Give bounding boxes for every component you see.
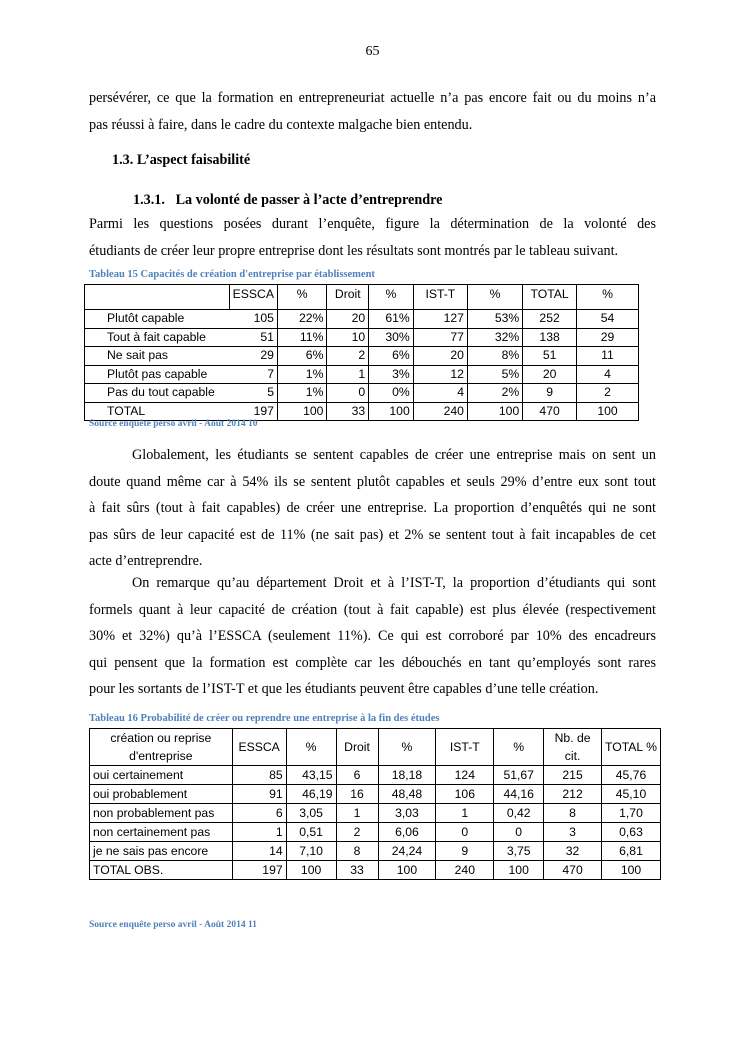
- cell: 0,51: [286, 823, 336, 842]
- header-cell: [85, 285, 230, 310]
- cell: 48,48: [378, 785, 436, 804]
- cell: 138: [523, 328, 577, 347]
- cell: 6: [232, 804, 286, 823]
- table-total-row: [85, 402, 639, 421]
- table-row: [90, 842, 661, 861]
- cell: 1: [436, 804, 494, 823]
- cell: 54: [576, 310, 638, 329]
- cell: 212: [544, 785, 602, 804]
- cell: 14: [232, 842, 286, 861]
- cell: 51,67: [494, 766, 544, 785]
- header-cell: TOTAL: [523, 285, 577, 310]
- cell: 45,76: [601, 766, 660, 785]
- cell: 240: [413, 402, 467, 421]
- paragraph-line: 30% et 32%) qu’à l’ESSCA (seulement 11%). Ce qui est corroboré par 10% des encadreurs: [89, 628, 656, 645]
- row-label: oui probablement: [90, 785, 233, 804]
- header-cell: TOTAL %: [601, 729, 660, 766]
- section-heading: 1.3. L’aspect faisabilité: [112, 152, 251, 168]
- cell: 32: [544, 842, 602, 861]
- cell: 9: [523, 384, 577, 403]
- cell: 30%: [369, 328, 414, 347]
- cell: 4: [576, 365, 638, 384]
- row-label: oui certainement: [90, 766, 233, 785]
- header-cell: %: [277, 285, 326, 310]
- table-row: [85, 347, 639, 366]
- page-number: 65: [365, 44, 380, 59]
- cell: 8%: [467, 347, 522, 366]
- intro-paragraph: [89, 85, 656, 138]
- paragraph-line: à fait sûrs (tout à fait capables) de créer une entreprise. La proportion d’enquêtés qui ne sont: [89, 500, 656, 517]
- table-row: [90, 823, 661, 842]
- cell: 0,63: [601, 823, 660, 842]
- header-cell: ESSCA: [229, 285, 277, 310]
- row-label: Ne sait pas: [85, 347, 230, 366]
- table-total-row: [90, 861, 661, 880]
- cell: 0%: [369, 384, 414, 403]
- table-16-caption: Tableau 16 Probabilité de créer ou reprendre une entreprise à la fin des études: [89, 713, 440, 724]
- row-label: TOTAL OBS.: [90, 861, 233, 880]
- cell: 10: [327, 328, 369, 347]
- cell: 106: [436, 785, 494, 804]
- table-row: [85, 328, 639, 347]
- paragraph-line: qui pensent que la formation est complète car les débouchés en tant qu’employés sont rares: [89, 654, 656, 671]
- cell: 11%: [277, 328, 326, 347]
- table-16: [89, 728, 661, 880]
- intro-line: persévérer, ce que la formation en entrepreneuriat actuelle n’a pas encore fait ou du moins n’a: [89, 90, 656, 106]
- cell: 3,05: [286, 804, 336, 823]
- cell: 1: [232, 823, 286, 842]
- cell: 6,81: [601, 842, 660, 861]
- cell: 22%: [277, 310, 326, 329]
- cell: 20: [413, 347, 467, 366]
- cell: 29: [229, 347, 277, 366]
- cell: 100: [369, 402, 414, 421]
- cell: 3: [544, 823, 602, 842]
- table-row: [85, 310, 639, 329]
- header-cell: %: [286, 729, 336, 766]
- cell: 100: [601, 861, 660, 880]
- cell: 5: [229, 384, 277, 403]
- cell: 0: [436, 823, 494, 842]
- cell: 45,10: [601, 785, 660, 804]
- cell: 33: [327, 402, 369, 421]
- cell: 7,10: [286, 842, 336, 861]
- cell: 100: [467, 402, 522, 421]
- cell: 100: [286, 861, 336, 880]
- paragraph-line: doute quand même car à 54% ils se sentent plutôt capables et seuls 29% d’entre eux sont tout: [89, 473, 656, 490]
- row-label: Plutôt capable: [85, 310, 230, 329]
- cell: 1: [336, 804, 378, 823]
- cell: 77: [413, 328, 467, 347]
- cell: 7: [229, 365, 277, 384]
- row-label: non certainement pas: [90, 823, 233, 842]
- cell: 127: [413, 310, 467, 329]
- paragraph-line: formels quant à leur capacité de création (tout à fait capable) est plus élevée (respectivement: [89, 601, 656, 618]
- cell: 6,06: [378, 823, 436, 842]
- table-header-row: [85, 285, 639, 310]
- cell: 16: [336, 785, 378, 804]
- cell: 1,70: [601, 804, 660, 823]
- cell: 44,16: [494, 785, 544, 804]
- cell: 470: [523, 402, 577, 421]
- paragraph-line: Globalement, les étudiants se sentent capables de créer une entreprise mais on sent un: [132, 447, 656, 463]
- row-label: Pas du tout capable: [85, 384, 230, 403]
- cell: 0: [327, 384, 369, 403]
- table-row: [85, 365, 639, 384]
- row-label: TOTAL: [85, 402, 230, 421]
- cell: 0,42: [494, 804, 544, 823]
- paragraph-line: pour les sortants de l’IST-T et que les étudiants peuvent être capables d’une telle création.: [89, 681, 599, 698]
- cell: 240: [436, 861, 494, 880]
- paragraph-line: On remarque qu’au département Droit et à l’IST-T, la proportion d’étudiants qui sont: [132, 575, 656, 591]
- row-label: non probablement pas: [90, 804, 233, 823]
- header-cell: ESSCA: [232, 729, 286, 766]
- cell: 3,75: [494, 842, 544, 861]
- header-cell: IST-T: [413, 285, 467, 310]
- row-label: Plutôt pas capable: [85, 365, 230, 384]
- cell: 197: [229, 402, 277, 421]
- paragraph-3: [89, 570, 656, 703]
- table-15-caption: Tableau 15 Capacités de création d'entreprise par établissement: [89, 269, 375, 280]
- table-16-source: Source enquête perso avril - Août 2014 11: [89, 920, 257, 930]
- header-cell: Nb. de cit.: [544, 729, 602, 766]
- cell: 100: [277, 402, 326, 421]
- header-cell: Droit: [327, 285, 369, 310]
- cell: 46,19: [286, 785, 336, 804]
- cell: 9: [436, 842, 494, 861]
- cell: 51: [229, 328, 277, 347]
- cell: 32%: [467, 328, 522, 347]
- row-label: je ne sais pas encore: [90, 842, 233, 861]
- cell: 24,24: [378, 842, 436, 861]
- cell: 100: [576, 402, 638, 421]
- cell: 215: [544, 766, 602, 785]
- cell: 252: [523, 310, 577, 329]
- cell: 18,18: [378, 766, 436, 785]
- subsection-heading: 1.3.1. La volonté de passer à l’acte d’entreprendre: [133, 192, 443, 208]
- cell: 3,03: [378, 804, 436, 823]
- table-header-row: [90, 729, 661, 766]
- cell: 20: [523, 365, 577, 384]
- cell: 4: [413, 384, 467, 403]
- table-row: [85, 384, 639, 403]
- cell: 6: [336, 766, 378, 785]
- cell: 0: [494, 823, 544, 842]
- cell: 20: [327, 310, 369, 329]
- cell: 2%: [467, 384, 522, 403]
- cell: 29: [576, 328, 638, 347]
- cell: 11: [576, 347, 638, 366]
- table-row: [90, 766, 661, 785]
- intro-line: pas réussi à faire, dans le cadre du contexte malgache bien entendu.: [89, 116, 473, 133]
- cell: 12: [413, 365, 467, 384]
- cell: 3%: [369, 365, 414, 384]
- cell: 6%: [369, 347, 414, 366]
- cell: 33: [336, 861, 378, 880]
- cell: 124: [436, 766, 494, 785]
- cell: 43,15: [286, 766, 336, 785]
- cell: 2: [336, 823, 378, 842]
- cell: 105: [229, 310, 277, 329]
- header-cell: %: [576, 285, 638, 310]
- paragraph-2: [89, 442, 656, 575]
- header-cell: %: [467, 285, 522, 310]
- header-cell: %: [494, 729, 544, 766]
- cell: 100: [494, 861, 544, 880]
- paragraph-line: étudiants de créer leur propre entreprise dont les résultats sont montrés par le tableau suivant.: [89, 242, 619, 259]
- cell: 6%: [277, 347, 326, 366]
- paragraph-line: Parmi les questions posées durant l’enquête, figure la détermination de la volonté des: [89, 216, 656, 232]
- cell: 61%: [369, 310, 414, 329]
- header-cell: %: [369, 285, 414, 310]
- cell: 1%: [277, 384, 326, 403]
- cell: 91: [232, 785, 286, 804]
- header-cell: IST-T: [436, 729, 494, 766]
- cell: 197: [232, 861, 286, 880]
- header-cell: création ou reprise d'entreprise: [90, 729, 233, 766]
- cell: 53%: [467, 310, 522, 329]
- cell: 2: [327, 347, 369, 366]
- row-label: Tout à fait capable: [85, 328, 230, 347]
- table-15-source: Source enquête perso avril - Août 2014 10: [89, 419, 258, 429]
- cell: 51: [523, 347, 577, 366]
- header-cell: %: [378, 729, 436, 766]
- table-15: [84, 284, 639, 421]
- cell: 470: [544, 861, 602, 880]
- cell: 1: [327, 365, 369, 384]
- table-row: [90, 804, 661, 823]
- cell: 100: [378, 861, 436, 880]
- table-row: [90, 785, 661, 804]
- cell: 8: [336, 842, 378, 861]
- cell: 85: [232, 766, 286, 785]
- header-cell: Droit: [336, 729, 378, 766]
- cell: 2: [576, 384, 638, 403]
- paragraph-1: [89, 211, 656, 264]
- cell: 8: [544, 804, 602, 823]
- paragraph-line: acte d’entreprendre.: [89, 553, 203, 570]
- paragraph-line: pas sûrs de leur capacité est de 11% (ne sait pas) et 2% se sentent tout à fait incapables de cet: [89, 526, 656, 543]
- cell: 1%: [277, 365, 326, 384]
- cell: 5%: [467, 365, 522, 384]
